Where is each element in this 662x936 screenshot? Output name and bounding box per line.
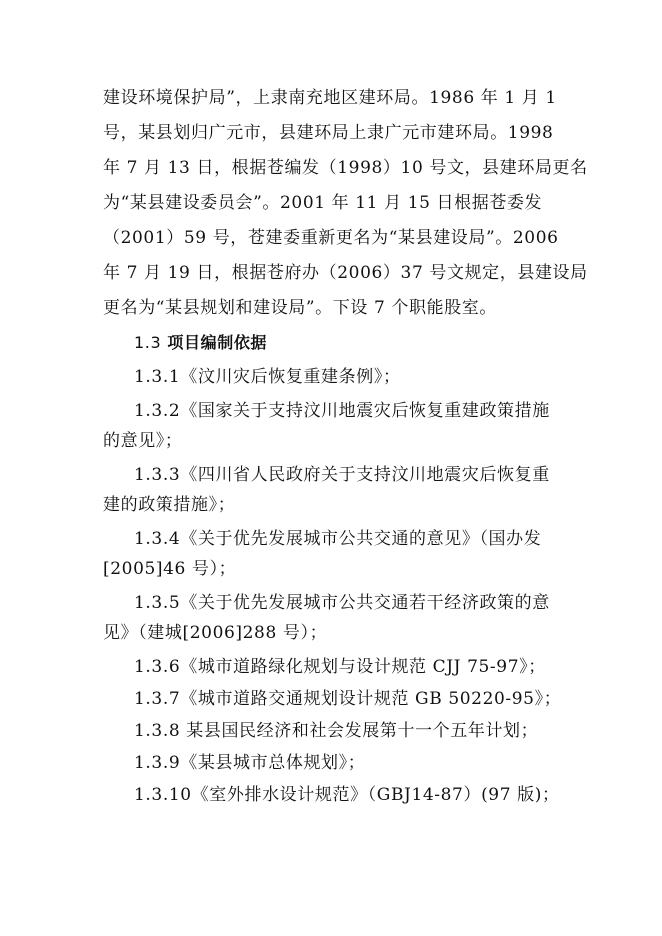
list-item-6: 1.3.6《城市道路绿化规划与设计规范 CJJ 75-97》； (134, 657, 546, 677)
section-number: 1.3 (134, 333, 162, 352)
paragraph-line-4: 为“某县建设委员会”。2001 年 11 月 15 日根据苍委发 (103, 193, 543, 213)
paragraph-line-2: 号，某县划归广元市，县建环局上隶广元市建环局。1998 (103, 123, 554, 143)
list-item-7: 1.3.7《城市道路交通规划设计规范 GB 50220-95》； (134, 689, 562, 709)
list-item-1: 1.3.1《汶川灾后恢复重建条例》； (134, 367, 401, 387)
list-item-4-cont: [2005]46 号）； (103, 559, 237, 579)
list-item-3: 1.3.3《四川省人民政府关于支持汶川地震灾后恢复重 (134, 465, 550, 485)
list-item-2-cont: 的意见》； (103, 431, 183, 451)
list-item-3-cont: 建的政策措施》； (103, 495, 236, 515)
list-item-2: 1.3.2《国家关于支持汶川地震灾后恢复重建政策措施 (134, 401, 550, 421)
paragraph-line-1: 建设环境保护局”，上隶南充地区建环局。1986 年 1 月 1 (103, 88, 557, 108)
paragraph-line-7: 更名为“某县规划和建设局”。下设 7 个职能股室。 (103, 298, 498, 318)
paragraph-line-3: 年 7 月 13 日，根据苍编发（1998）10 号文，县建环局更名 (103, 158, 588, 178)
list-item-5: 1.3.5《关于优先发展城市公共交通若干经济政策的意 (134, 593, 550, 613)
list-item-5-cont: 见》（建城[2006]288 号）； (103, 623, 328, 643)
list-item-4: 1.3.4《关于优先发展城市公共交通的意见》（国办发 (134, 529, 542, 549)
list-item-8: 1.3.8 某县国民经济和社会发展第十一个五年计划； (134, 721, 539, 741)
paragraph-line-5: （2001）59 号，苍建委重新更名为“某县建设局”。2006 (103, 228, 559, 248)
list-item-10: 1.3.10《室外排水设计规范》（GBJ14-87）(97 版)； (134, 785, 560, 805)
paragraph-line-6: 年 7 月 19 日，根据苍府办（2006）37 号文规定，县建设局 (103, 263, 588, 283)
list-item-9: 1.3.9《某县城市总体规划》； (134, 753, 366, 773)
section-title: 项目编制依据 (167, 333, 268, 352)
section-heading (134, 332, 267, 354)
